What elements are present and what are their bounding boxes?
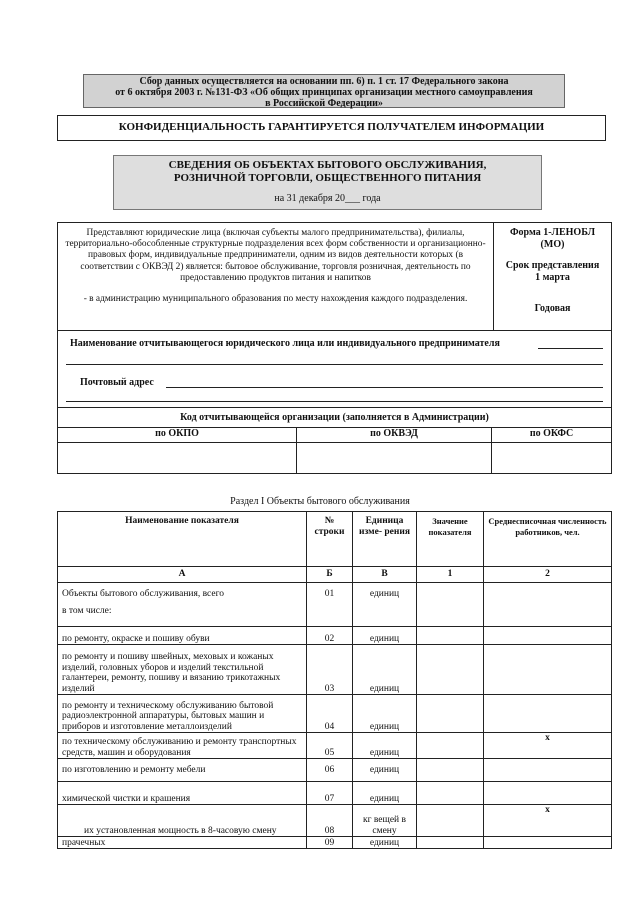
value-cell[interactable] xyxy=(417,583,484,627)
row-number: 07 xyxy=(307,782,353,805)
okpo-label: по ОКПО xyxy=(58,428,297,443)
col-letter: Б xyxy=(307,567,353,583)
legal-basis-banner xyxy=(83,74,565,108)
entity-name-label: Наименование отчитывающегося юридического лица или индивидуального предпринимателя xyxy=(70,338,500,349)
entity-block xyxy=(57,330,612,408)
submitters-box xyxy=(57,222,494,331)
row-unit: кг вещей в смену xyxy=(353,805,417,837)
col-header-unit: Единица изме- рения xyxy=(353,512,417,567)
table-row xyxy=(58,645,612,695)
row-unit: единиц xyxy=(353,733,417,759)
submitters-text: Представляют юридические лица (включая субъекты малого предпринимательства), филиалы, территориально-обособленные структурные подразделения всех форм собственности и организационно-правовых форм, индивидуальные предприниматели, одним из видов деятельности которых (в соответствии с ОКВЭД 2) является: бытовое обслуживание, торговля розничная, деятельность по предоставлению продуктов питания и напитков xyxy=(65,228,486,283)
row-unit: единиц xyxy=(353,583,417,627)
col-letter: В xyxy=(353,567,417,583)
row-number: 03 xyxy=(307,645,353,695)
row-number: 09 xyxy=(307,837,353,849)
row-name: по ремонту и техническому обслуживанию бытовой радиоэлектронной аппаратуры, бытовых машин и приборов и изготовление металлоизделий xyxy=(58,695,307,733)
row-unit: единиц xyxy=(353,645,417,695)
col-header-staff: Среднесписочная численность работников, чел. xyxy=(484,512,612,567)
okved-field[interactable] xyxy=(297,443,492,474)
postal-address-field[interactable] xyxy=(166,387,603,388)
okfs-label: по ОКФС xyxy=(492,428,612,443)
okved-label: по ОКВЭД xyxy=(297,428,492,443)
periodicity: Годовая xyxy=(534,303,571,314)
table-row xyxy=(58,627,612,645)
staff-cell[interactable]: х xyxy=(484,733,612,759)
row-name: их установленная мощность в 8-часовую смену xyxy=(58,805,307,837)
col-letter: 1 xyxy=(417,567,484,583)
row-unit: единиц xyxy=(353,782,417,805)
staff-cell[interactable] xyxy=(484,627,612,645)
table-row xyxy=(58,733,612,759)
row-number: 04 xyxy=(307,695,353,733)
form-title-line: СВЕДЕНИЯ ОБ ОБЪЕКТАХ БЫТОВОГО ОБСЛУЖИВАНИЯ, xyxy=(168,159,487,171)
staff-cell[interactable] xyxy=(484,645,612,695)
col-header-value: Значение показателя xyxy=(417,512,484,567)
value-cell[interactable] xyxy=(417,695,484,733)
row-name: по ремонту, окраске и пошиву обуви xyxy=(58,627,307,645)
row-name-text: Объекты бытового обслуживания, всего xyxy=(62,589,225,599)
row-name xyxy=(58,583,307,627)
table-row xyxy=(58,805,612,837)
section-title: Раздел I Объекты бытового обслуживания xyxy=(230,496,410,507)
postal-address-label: Почтовый адрес xyxy=(80,377,154,388)
value-cell[interactable] xyxy=(417,837,484,849)
staff-cell[interactable] xyxy=(484,695,612,733)
codes-title: Код отчитывающейся организации (заполняется в Администрации) xyxy=(58,408,612,428)
table-row xyxy=(58,695,612,733)
okfs-field[interactable] xyxy=(492,443,612,474)
row-number: 05 xyxy=(307,733,353,759)
value-cell[interactable] xyxy=(417,627,484,645)
row-unit: единиц xyxy=(353,695,417,733)
form-code: Форма 1-ЛЕНОБЛ xyxy=(509,227,596,238)
form-code-suffix: (МО) xyxy=(540,238,565,250)
legal-basis-line: в Российской Федерации» xyxy=(265,98,383,109)
row-number: 02 xyxy=(307,627,353,645)
staff-cell[interactable] xyxy=(484,782,612,805)
table-row xyxy=(58,759,612,782)
staff-cell[interactable] xyxy=(484,837,612,849)
value-cell[interactable] xyxy=(417,645,484,695)
form-title-line: РОЗНИЧНОЙ ТОРГОВЛИ, ОБЩЕСТВЕННОГО ПИТАНИЯ xyxy=(173,172,482,184)
entity-name-field[interactable] xyxy=(538,348,603,349)
row-number: 06 xyxy=(307,759,353,782)
deadline-label: Срок представления xyxy=(505,260,600,271)
value-cell[interactable] xyxy=(417,733,484,759)
row-number: 01 xyxy=(307,583,353,627)
legal-basis-line: Сбор данных осуществляется на основании пп. 6) п. 1 ст. 17 Федерального закона xyxy=(139,76,509,87)
col-header-row-no: № строки xyxy=(307,512,353,567)
confidentiality-notice: КОНФИДЕНЦИАЛЬНОСТЬ ГАРАНТИРУЕТСЯ ПОЛУЧАТЕЛЕМ ИНФОРМАЦИИ xyxy=(57,115,606,141)
value-cell[interactable] xyxy=(417,805,484,837)
value-cell[interactable] xyxy=(417,782,484,805)
row-unit: единиц xyxy=(353,759,417,782)
form-title xyxy=(113,155,542,210)
col-letter: А xyxy=(58,567,307,583)
indicators-table xyxy=(57,511,612,849)
row-name: по техническому обслуживанию и ремонту транспортных средств, машин и оборудования xyxy=(58,733,307,759)
row-name: по изготовлению и ремонту мебели xyxy=(58,759,307,782)
table-row xyxy=(58,583,612,627)
staff-cell[interactable] xyxy=(484,759,612,782)
entity-name-field-line[interactable] xyxy=(66,364,603,365)
row-name: химической чистки и крашения xyxy=(58,782,307,805)
organization-codes-table xyxy=(57,407,612,474)
postal-address-field-line[interactable] xyxy=(66,401,603,402)
staff-cell[interactable]: х xyxy=(484,805,612,837)
deadline-date: 1 марта xyxy=(535,271,570,283)
col-letter: 2 xyxy=(484,567,612,583)
table-row xyxy=(58,782,612,805)
row-subtitle: в том числе: xyxy=(62,605,112,616)
okpo-field[interactable] xyxy=(58,443,297,474)
report-date: на 31 декабря 20___ года xyxy=(274,193,381,204)
col-header-name: Наименование показателя xyxy=(58,512,307,567)
row-unit: единиц xyxy=(353,837,417,849)
legal-basis-line: от 6 октября 2003 г. №131-ФЗ «Об общих принципах организации местного самоуправления xyxy=(115,87,533,98)
row-number: 08 xyxy=(307,805,353,837)
value-cell[interactable] xyxy=(417,759,484,782)
form-id-box xyxy=(493,222,612,331)
row-name: прачечных xyxy=(58,837,307,849)
submission-destination: - в администрацию муниципального образования по месту нахождения каждого подразделения. xyxy=(83,294,468,305)
staff-cell[interactable] xyxy=(484,583,612,627)
table-row xyxy=(58,837,612,849)
row-unit: единиц xyxy=(353,627,417,645)
row-name: по ремонту и пошиву швейных, меховых и кожаных изделий, головных уборов и изделий текстильной галантереи, ремонту, пошиву и вязанию трикотажных изделий xyxy=(58,645,307,695)
